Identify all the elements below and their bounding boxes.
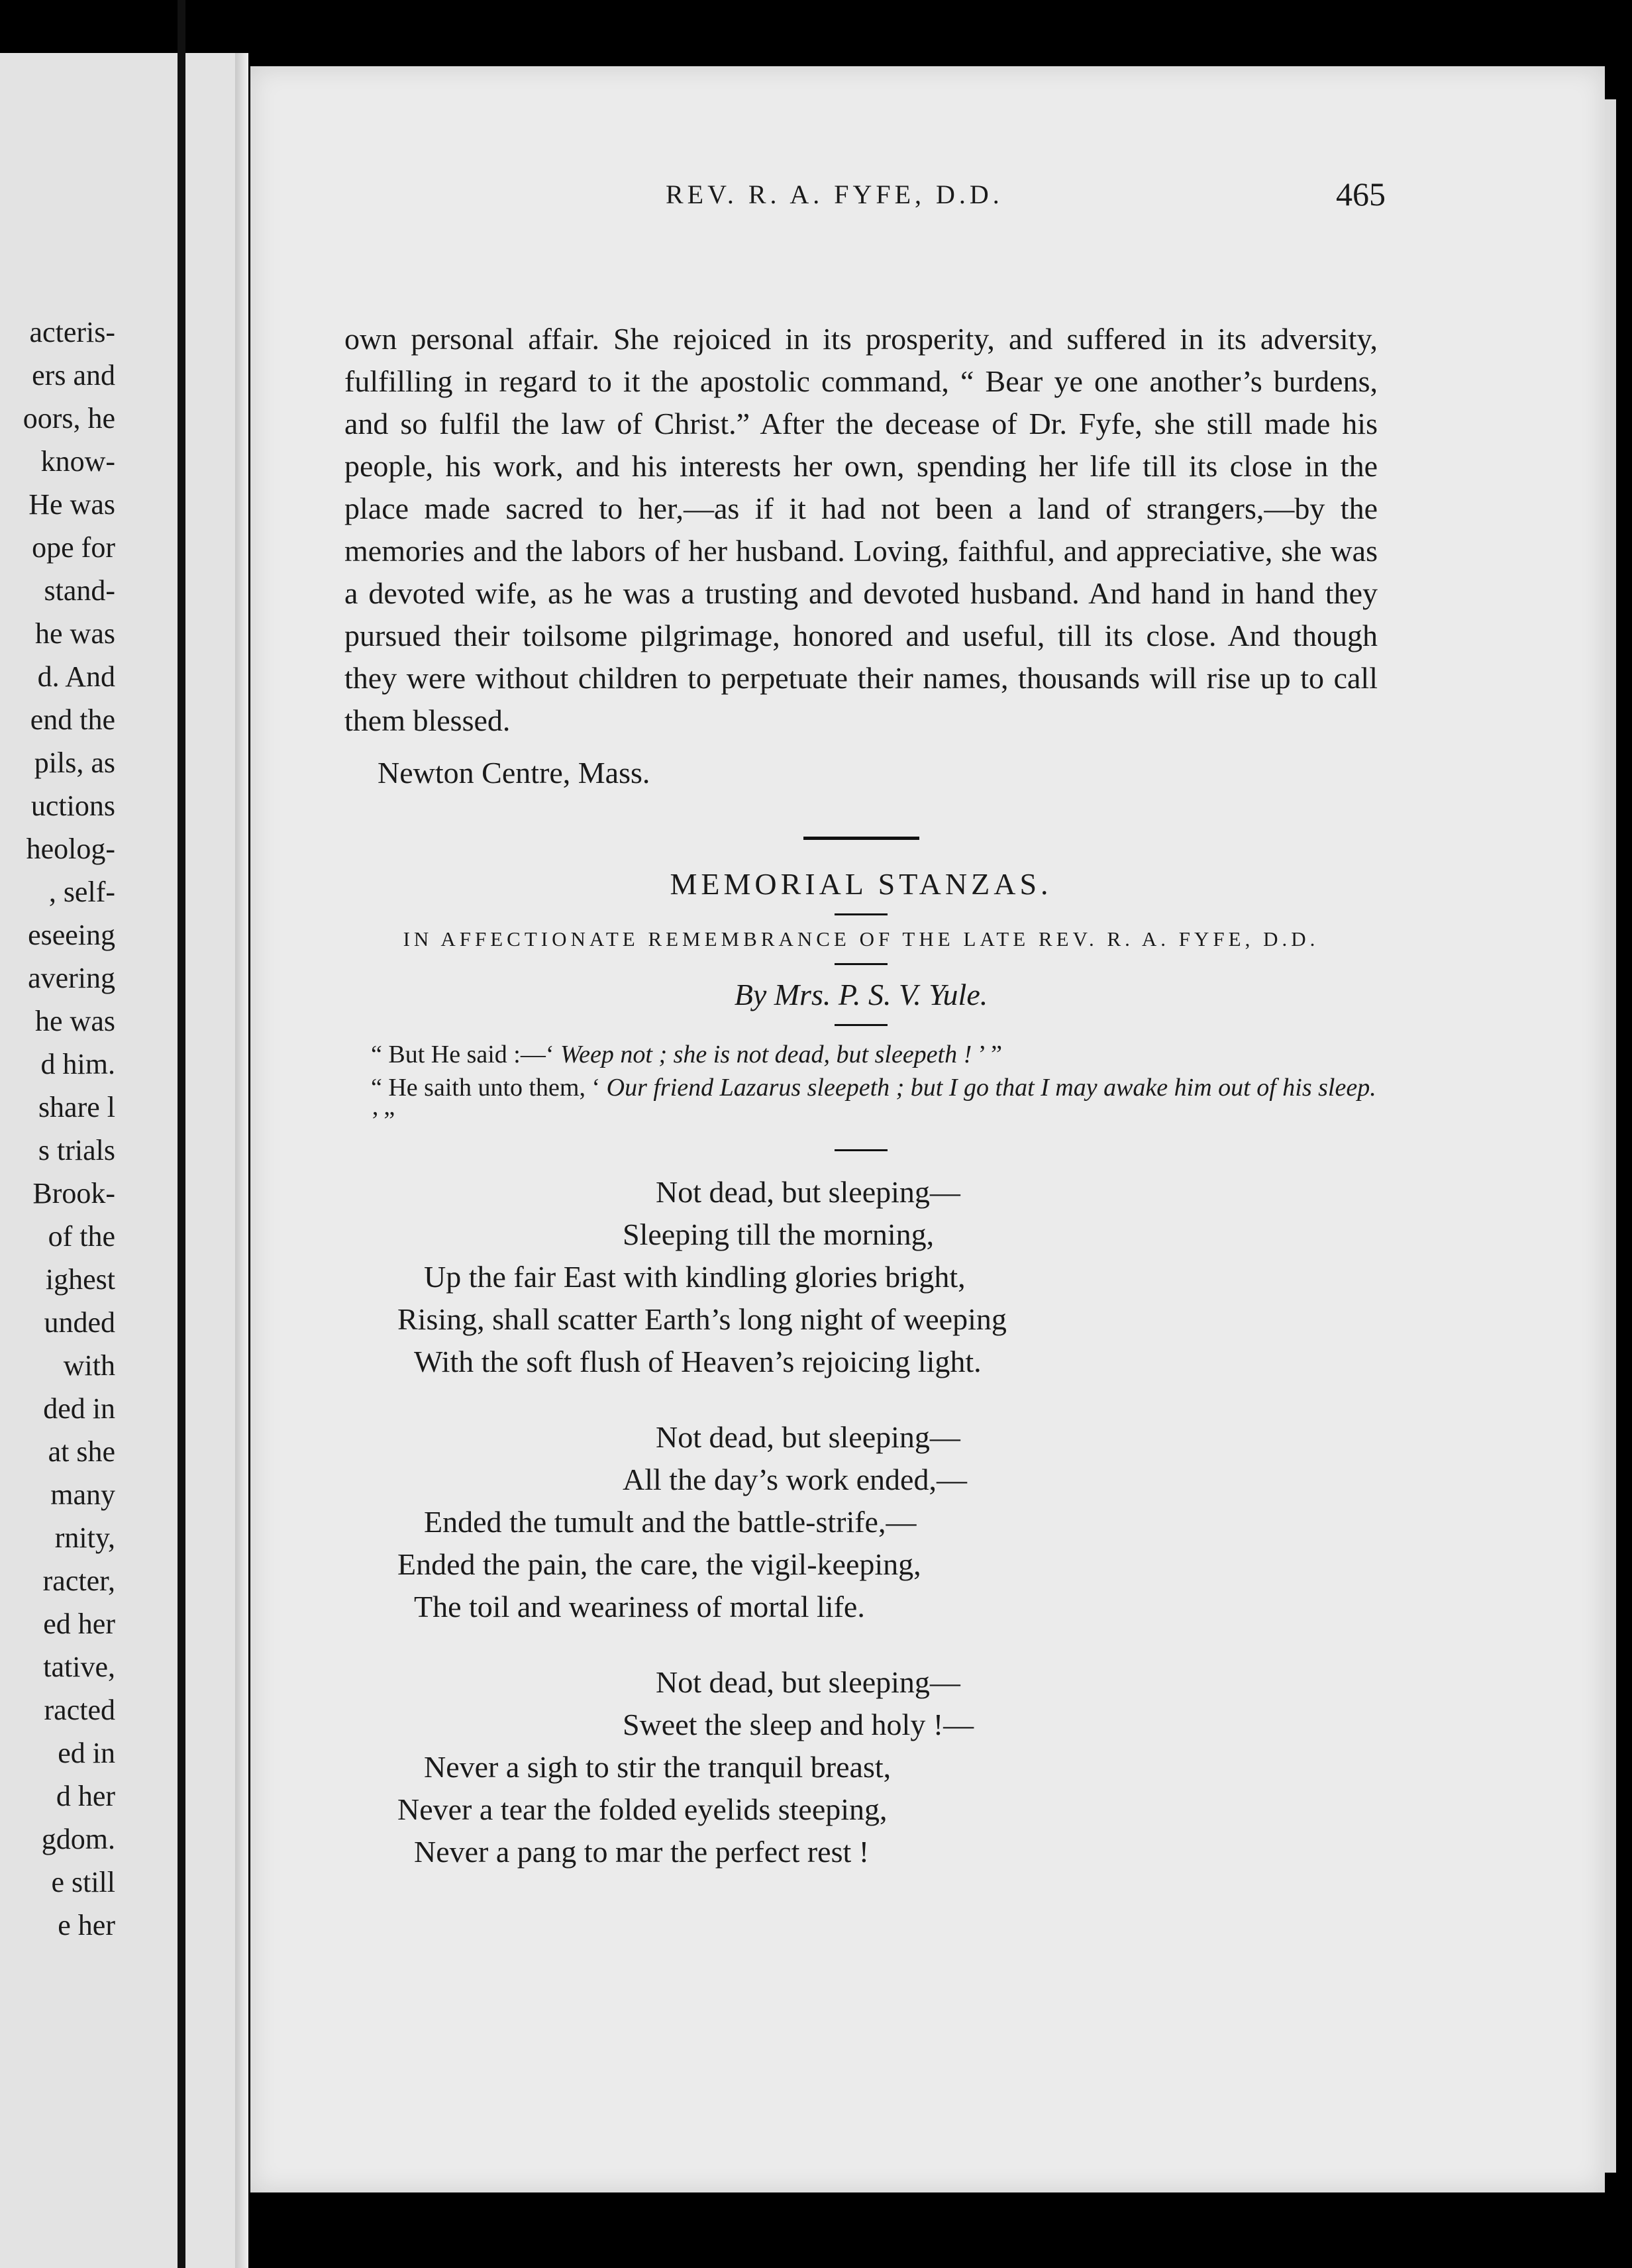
stanza	[344, 1171, 1378, 1383]
left-page-line: share l	[38, 1091, 115, 1123]
poem-subtitle: IN AFFECTIONATE REMEMBRANCE OF THE LATE REV. R. A. FYFE, D.D.	[403, 927, 1319, 951]
left-page-line: many	[50, 1478, 115, 1511]
left-page-line: avering	[28, 962, 115, 994]
left-page-line: acteris-	[29, 316, 115, 348]
poem-line: Never a tear the folded eyelids steeping,	[397, 1792, 888, 1826]
signoff: Newton Centre, Mass.	[378, 756, 650, 790]
left-page-line: tative,	[43, 1651, 115, 1683]
left-page-line: e still	[51, 1866, 115, 1898]
prose-paragraph: own personal affair. She rejoiced in its prosperity, and suffered in its adversity, fulfilling in regard to it the apostolic command, “ Bear ye one another’s burdens, and so fulfil the law of Christ.” After the decease of Dr. Fyfe, she still made his people, his work, and his interests her own, spending her life till its close in the place made sacred to her,—as if it had not been a land of strangers,—by the memories and the labors of her husband. Loving, faithful, and appreciative, she was a devoted wife, as he was a trusting and devoted husband. And hand in hand they pursued their toilsome pilgrimage, honored and useful, till its close. And though they were without children to perpetuate their names, thousands will rise up to call them blessed.	[344, 322, 1378, 737]
title-rule	[835, 913, 888, 915]
poem-line: Ended the pain, the care, the vigil-keeping,	[397, 1547, 921, 1581]
left-page-line: uctions	[30, 790, 115, 822]
left-page-line: unded	[44, 1306, 115, 1339]
left-page-line: he was	[35, 1005, 115, 1037]
left-page-line: heolog-	[26, 833, 115, 865]
left-page-line: end the	[30, 703, 115, 736]
left-page-line: d. And	[37, 660, 115, 693]
poem-line: Never a pang to mar the perfect rest !	[414, 1835, 870, 1869]
poem-line: Never a sigh to stir the tranquil breast,	[424, 1750, 892, 1784]
left-page-line: ighest	[45, 1263, 115, 1296]
epigraph-line-1: “ But He said :—‘ Weep not ; she is not dead, but sleepeth ! ’ ”	[371, 1041, 1002, 1068]
poem-line: Not dead, but sleeping—	[656, 1665, 960, 1699]
running-head: REV. R. A. FYFE, D.D.	[666, 180, 1003, 209]
poem-line: With the soft flush of Heaven’s rejoicing light.	[414, 1345, 982, 1378]
poem	[344, 1171, 1378, 1873]
poem-line: The toil and weariness of mortal life.	[414, 1590, 865, 1624]
epigraph-line-2: “ He saith unto them, ‘ Our friend Lazarus sleepeth ; but I go that I may awake him out of his sleep. ’ ”	[371, 1074, 1376, 1135]
left-page-line: pils, as	[34, 747, 115, 779]
left-page-line: ers and	[32, 359, 115, 391]
prose-section	[344, 318, 1378, 790]
left-page-line: , self-	[48, 876, 115, 908]
poem-line: Sweet the sleep and holy !—	[623, 1708, 974, 1741]
epigraph	[344, 1038, 1378, 1137]
stanza	[344, 1661, 1378, 1873]
left-page-line: at she	[48, 1435, 115, 1468]
poem-line: Ended the tumult and the battle-strife,—	[424, 1505, 917, 1539]
section-divider	[803, 837, 919, 840]
poem-line: Not dead, but sleeping—	[656, 1420, 960, 1454]
poem-line: Rising, shall scatter Earth’s long night of weeping	[397, 1302, 1007, 1336]
poem-line: Up the fair East with kindling glories bright,	[424, 1260, 966, 1294]
poem-line: Sleeping till the morning,	[623, 1217, 935, 1251]
left-page-line: e her	[58, 1909, 115, 1941]
page-number: 465	[1336, 176, 1386, 213]
left-page-line: racter,	[42, 1565, 115, 1597]
poem-byline: By Mrs. P. S. V. Yule.	[734, 978, 988, 1011]
left-page-line: of the	[48, 1220, 115, 1253]
byline-rule	[835, 1024, 888, 1026]
left-page-line: ed her	[43, 1608, 115, 1640]
page-content	[344, 318, 1378, 1906]
left-page-line: ope for	[32, 531, 115, 564]
left-page-line: ed in	[58, 1737, 115, 1769]
gutter-shadow	[235, 53, 248, 2268]
left-page-fragment	[0, 53, 238, 2268]
left-page-line: oors, he	[23, 402, 115, 435]
left-page-line: racted	[44, 1694, 115, 1726]
left-page-line: s trials	[38, 1134, 115, 1166]
left-page-line: d her	[56, 1780, 115, 1812]
left-page-line: d him.	[40, 1048, 115, 1080]
left-page-line: stand-	[44, 574, 115, 607]
left-page-line: Brook-	[32, 1177, 115, 1210]
subtitle-rule	[835, 963, 888, 965]
left-page-line: rnity,	[54, 1521, 115, 1554]
poem-title: MEMORIAL STANZAS.	[670, 867, 1052, 901]
left-page-line: with	[63, 1349, 115, 1382]
left-page-line: know-	[40, 445, 115, 478]
binding-gutter	[178, 0, 185, 2268]
left-page-line: he was	[35, 617, 115, 650]
poem-line: All the day’s work ended,—	[623, 1463, 967, 1496]
poem-line: Not dead, but sleeping—	[656, 1175, 960, 1209]
stanza	[344, 1416, 1378, 1628]
left-page-line: ded in	[43, 1392, 115, 1425]
epigraph-rule	[835, 1149, 888, 1151]
left-page-line: gdom.	[41, 1823, 115, 1855]
left-page-line: He was	[28, 488, 115, 521]
left-page-line: eseeing	[28, 919, 115, 951]
